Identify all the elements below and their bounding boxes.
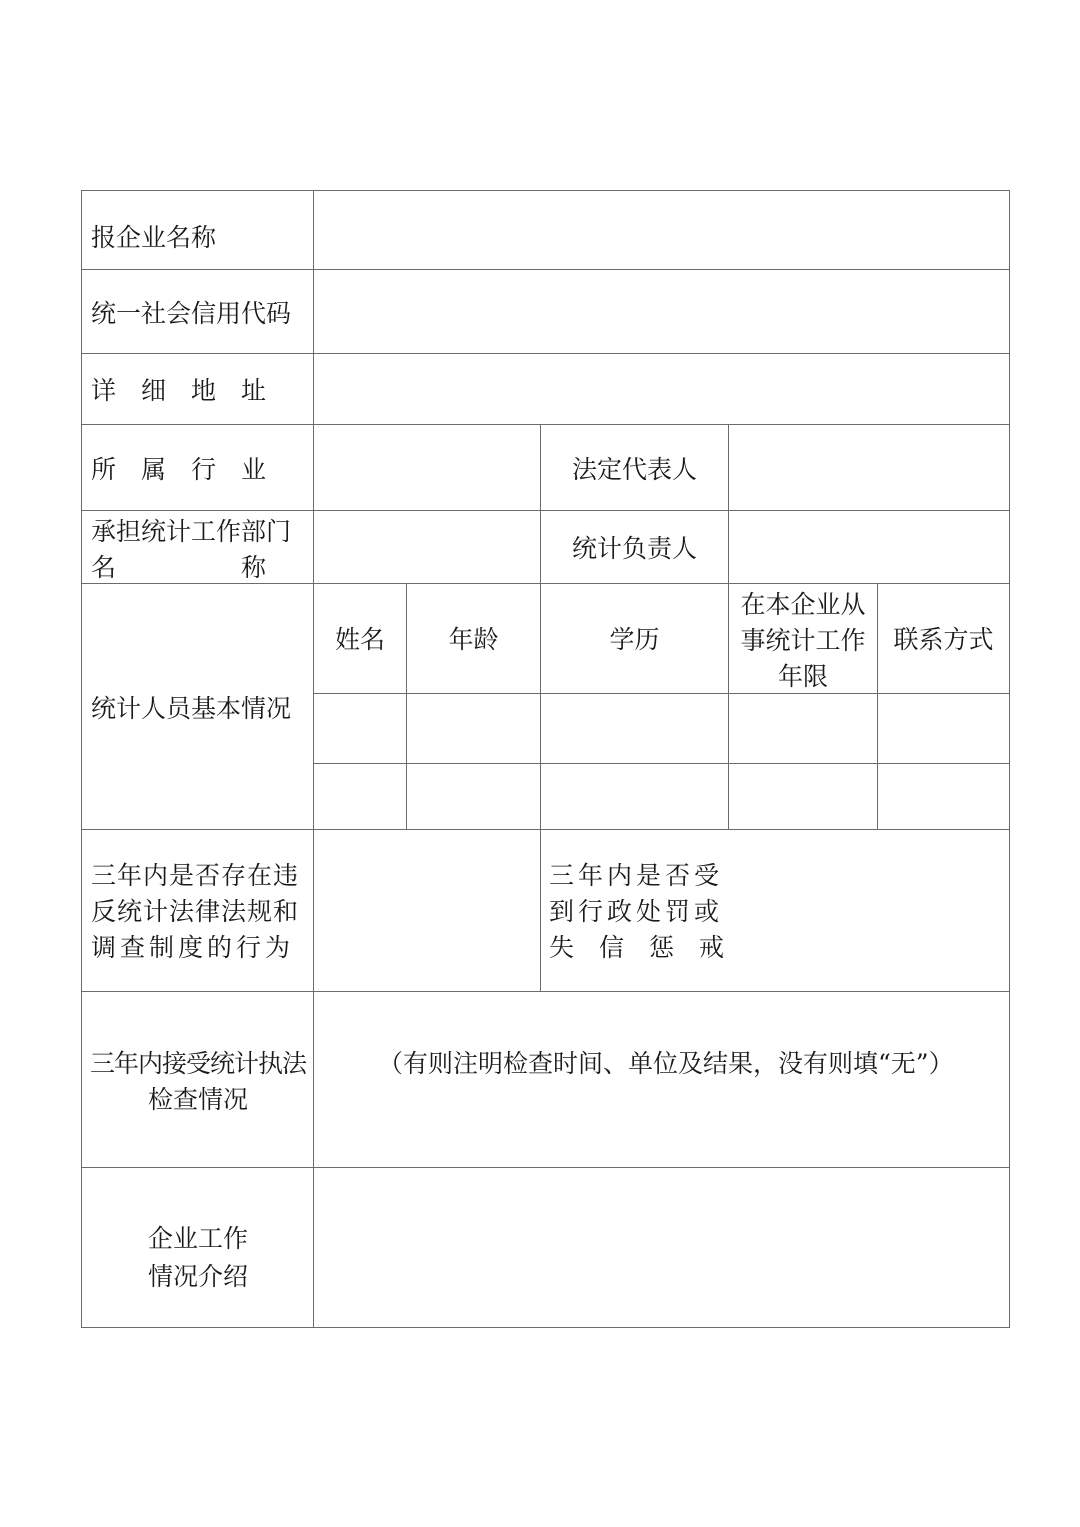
label-industry: 所 属 行 业 — [91, 455, 267, 484]
staff-2-age-field[interactable] — [407, 764, 540, 829]
label-credit-code: 统一社会信用代码 — [91, 299, 292, 328]
label-dept-line1: 承担统计工作部门 — [91, 517, 292, 546]
header-years-line1: 在本企业从 — [740, 590, 866, 619]
label-intro-line1: 企业工作 — [147, 1224, 248, 1253]
staff-2-years-field[interactable] — [729, 764, 877, 829]
label-staff-info: 统计人员基本情况 — [91, 694, 292, 723]
staff-2-contact-field[interactable] — [878, 764, 1009, 829]
label-legal-representative: 法定代表人 — [571, 455, 697, 484]
label-violation-line2: 反统计法律法规和 — [91, 897, 300, 926]
header-education: 学历 — [609, 625, 660, 654]
table-border-left — [81, 190, 82, 1328]
label-intro-line2: 情况介绍 — [147, 1262, 248, 1291]
label-statistics-head: 统计负责人 — [571, 534, 697, 563]
inspection-hint: （有则注明检查时间、单位及结果，没有则填“无”） — [378, 1049, 954, 1078]
industry-field[interactable] — [314, 425, 540, 510]
staff-1-years-field[interactable] — [729, 694, 877, 763]
label-inspection-line2: 检查情况 — [147, 1085, 248, 1114]
staff-2-name-field[interactable] — [314, 764, 406, 829]
dept-field[interactable] — [314, 511, 540, 583]
address-field[interactable] — [314, 354, 1009, 424]
label-violation-line1: 三年内是否存在违 — [91, 861, 300, 890]
penalty-field[interactable] — [729, 830, 1009, 991]
credit-code-field[interactable] — [314, 270, 1009, 353]
label-company-name: 报企业名称 — [91, 223, 217, 252]
header-name: 姓名 — [334, 625, 385, 654]
company-name-field[interactable] — [314, 191, 1009, 269]
header-contact: 联系方式 — [893, 625, 994, 654]
staff-1-age-field[interactable] — [407, 694, 540, 763]
staff-1-education-field[interactable] — [541, 694, 728, 763]
staff-2-education-field[interactable] — [541, 764, 728, 829]
label-penalty-line1: 三年内是否受 — [549, 861, 724, 890]
label-penalty-line3: 失 信 惩 戒 — [549, 933, 725, 962]
staff-1-contact-field[interactable] — [878, 694, 1009, 763]
header-years-line3: 年限 — [777, 662, 828, 691]
label-inspection-line1: 三年内接受统计执法 — [89, 1049, 306, 1078]
header-years-line2: 事统计工作 — [740, 626, 866, 655]
table-border-right — [1009, 190, 1010, 1328]
intro-field[interactable] — [314, 1168, 1009, 1327]
label-penalty-line2: 到行政处罚或 — [549, 897, 724, 926]
statistics-head-field[interactable] — [729, 511, 1009, 583]
label-dept-line2: 名 称 — [91, 553, 267, 582]
violation-field[interactable] — [314, 830, 540, 991]
legal-representative-field[interactable] — [729, 425, 1009, 510]
label-violation-line3: 调查制度的行为 — [91, 933, 295, 962]
header-age: 年龄 — [448, 625, 499, 654]
staff-1-name-field[interactable] — [314, 694, 406, 763]
label-address: 详 细 地 址 — [91, 376, 267, 405]
table-border-bottom — [81, 1327, 1010, 1328]
